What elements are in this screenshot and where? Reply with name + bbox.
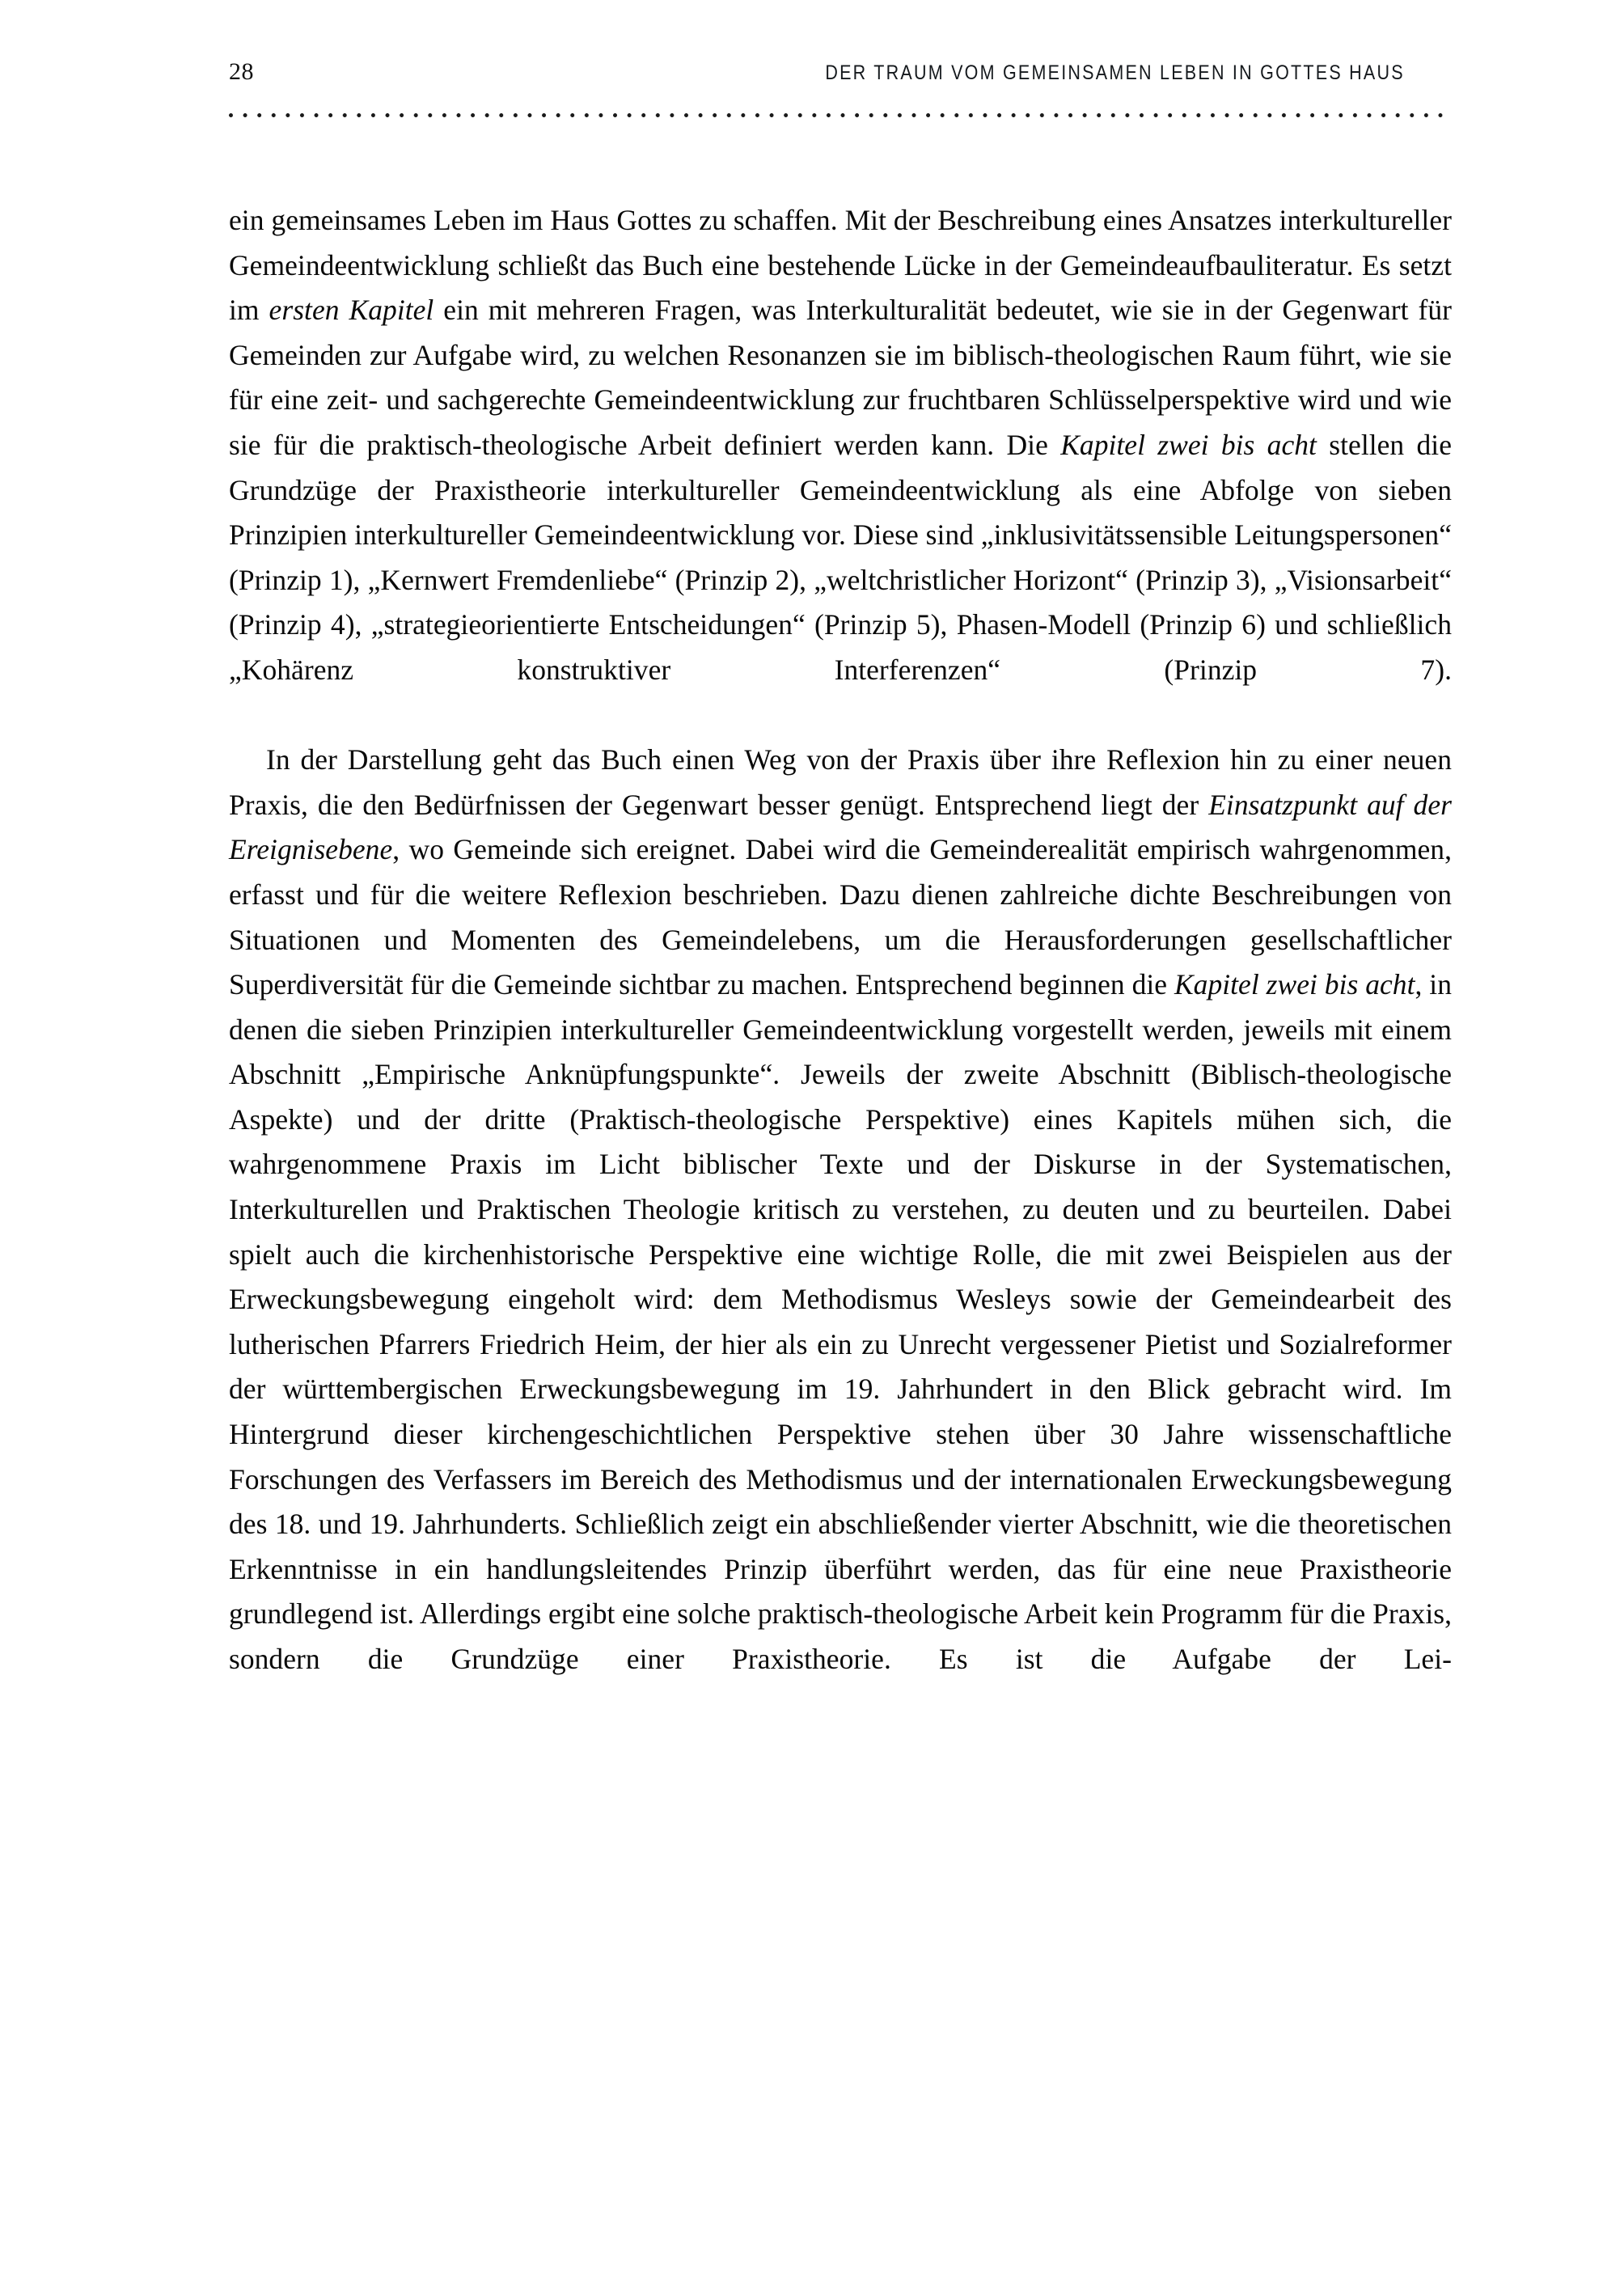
body-text-block [229, 198, 1452, 1727]
paragraph-1-segment-3: stellen die Grundzüge der Praxistheorie interkultureller Gemeindeentwicklung als eine Abfolge von sieben Prinzipien interkultureller Gemeindeentwicklung vor. Diese sind „inklusivitätssensible Leitungspersonen“ (Prinzip 1), „Kernwert Fremdenliebe“ (Prinzip 2), „weltchristlicher Horizont“ (Prinzip 3), „Visionsarbeit“ (Prinzip 4), „strategieorientierte Entscheidungen“ (Prinzip 5), Phasen-Modell (Prinzip 6) und schließlich „Kohärenz konstruktiver Interferenzen“ (Prinzip 7). [229, 428, 1452, 686]
paragraph-2-italic-einsatzpunkt: Einsatzpunkt auf der Ereignisebene [229, 788, 1453, 866]
dotted-rule-divider [229, 113, 1452, 120]
paragraph-2 [229, 738, 1452, 1727]
page-number: 28 [229, 58, 254, 85]
running-head [229, 60, 1452, 84]
paragraph-1-segment-2: ein mit mehreren Fragen, was Interkulturalität bedeutet, wie sie in der Gegenwart für Gemeinden zur Aufgabe wird, zu welchen Resonanzen sie im biblisch-theologischen Raum führt, wie sie für eine zeit- und sachgerechte Gemeindeentwicklung zur fruchtbaren Schlüsselperspektive wird und wie sie für die praktisch-theologische Arbeit definiert werden kann. Die [229, 294, 1453, 461]
paragraph-2-italic-kapitel-zwei-bis-acht: Kapitel zwei bis acht [1174, 968, 1415, 1001]
paragraph-1 [229, 198, 1452, 738]
paragraph-1-segment-1: ein gemeinsames Leben im Haus Gottes zu schaffen. Mit der Beschreibung eines Ansatzes interkultureller Gemeindeentwicklung schließt das Buch eine bestehende Lücke in der Gemeindeaufbauliteratur. Es setzt im [229, 204, 1452, 327]
paragraph-1-italic-ersten-kapitel: ersten Kapitel [269, 294, 434, 327]
paragraph-2-segment-1: In der Darstellung geht das Buch einen Weg von der Praxis über ihre Reflexion hin zu einer neuen Praxis, die den Bedürfnissen der Gegenwart besser genügt. Entsprechend liegt der [229, 743, 1452, 821]
running-head-title: DER TRAUM VOM GEMEINSAMEN LEBEN IN GOTTES HAUS [825, 61, 1405, 84]
paragraph-1-italic-kapitel-zwei-bis-acht: Kapitel zwei bis acht [1060, 428, 1317, 461]
paragraph-2-segment-2: , wo Gemeinde sich ereignet. Dabei wird die Gemeinderealität empirisch wahrgenommen, erfasst und für die weitere Reflexion beschrieben. Dazu dienen zahlreiche dichte Beschreibungen von Situationen und Momenten des Gemeindelebens, um die Herausforderungen gesellschaftlicher Superdiversität für die Gemeinde sichtbar zu machen. Entsprechend beginnen die [229, 833, 1452, 1001]
paragraph-2-segment-3: , in denen die sieben Prinzipien interkultureller Gemeindeentwicklung vorgestellt werden, jeweils mit einem Abschnitt „Empirische Anknüpfungspunkte“. Jeweils der zweite Abschnitt (Biblisch-theologische Aspekte) und der dritte (Praktisch-theologische Perspektive) eines Kapitels mühen sich, die wahrgenommene Praxis im Licht biblischer Texte und der Diskurse in der Systematischen, Interkulturellen und Praktischen Theologie kritisch zu verstehen, zu deuten und zu beurteilen. Dabei spielt auch die kirchenhistorische Perspektive eine wichtige Rolle, die mit zwei Beispielen aus der Erweckungsbewegung eingeholt wird: dem Methodismus Wesleys sowie der Gemeindearbeit des lutherischen Pfarrers Friedrich Heim, der hier als ein zu Unrecht vergessener Pietist und Sozialreformer der württembergischen Erweckungsbewegung im 19. Jahrhundert in den Blick gebracht wird. Im Hintergrund dieser kirchengeschichtlichen Perspektive stehen über 30 Jahre wissenschaftliche Forschungen des Verfassers im Bereich des Methodismus und der internationalen Erweckungsbewegung des 18. und 19. Jahrhunderts. Schließlich zeigt ein abschließender vierter Abschnitt, wie die theoretischen Erkenntnisse in ein handlungsleitendes Prinzip überführt werden, das für eine neue Praxistheorie grundlegend ist. Allerdings ergibt eine solche praktisch-theologische Arbeit kein Programm für die Praxis, sondern die Grundzüge einer Praxistheorie. Es ist die Aufgabe der Lei- [229, 968, 1452, 1675]
